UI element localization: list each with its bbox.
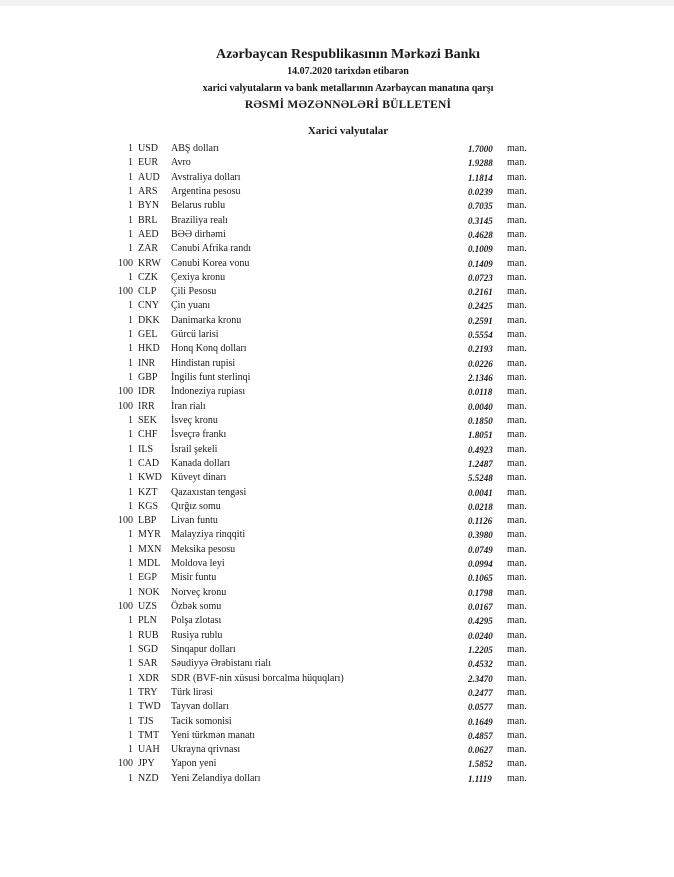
subtitle-line: xarici valyutaların və bank metallarının Azərbaycan manatına qarşı: [202, 83, 494, 94]
exchange-rate: 0.0239: [468, 186, 493, 197]
rate-unit: man.: [507, 615, 527, 627]
exchange-rate: 2.3470: [468, 673, 493, 684]
rate-nominal: 1: [128, 658, 133, 670]
currency-name: Tayvan dolları: [171, 701, 229, 713]
exchange-rate: 0.0749: [468, 544, 493, 555]
currency-code: MYR: [138, 529, 161, 541]
rate-nominal: 1: [128, 414, 133, 426]
currency-code: SGD: [138, 643, 159, 655]
rate-row: [0, 228, 674, 242]
currency-code: IDR: [138, 386, 156, 398]
rate-unit: man.: [507, 157, 527, 169]
exchange-rate: 0.0627: [468, 745, 493, 756]
rate-row: [0, 242, 674, 256]
currency-name: Braziliya realı: [171, 214, 228, 226]
rate-row: [0, 743, 674, 757]
rate-nominal: 100: [118, 400, 133, 412]
rate-row: [0, 271, 674, 285]
rate-nominal: 1: [128, 715, 133, 727]
currency-code: UZS: [138, 601, 157, 612]
rate-nominal: 1: [128, 243, 133, 255]
currency-name: İngilis funt sterlinqi: [171, 372, 251, 383]
rate-row: [0, 657, 674, 671]
rate-row: [0, 471, 674, 485]
rate-unit: man.: [507, 429, 527, 441]
rate-unit: man.: [507, 343, 527, 355]
rate-nominal: 100: [118, 758, 133, 770]
rate-unit: man.: [507, 386, 527, 398]
exchange-rate: 0.0723: [468, 272, 493, 283]
rate-nominal: 100: [118, 286, 133, 298]
currency-code: HKD: [138, 343, 160, 355]
currency-code: DKK: [138, 314, 160, 326]
rate-row: [0, 314, 674, 328]
rate-nominal: 1: [128, 729, 133, 741]
exchange-rate: 1.8051: [468, 430, 493, 441]
exchange-rate: 0.0118: [468, 387, 493, 398]
rate-row: [0, 757, 674, 771]
rate-unit: man.: [507, 286, 527, 298]
rate-row: [0, 486, 674, 500]
exchange-rate: 0.2477: [468, 687, 493, 698]
exchange-rate: 0.1065: [468, 573, 493, 584]
rate-nominal: 1: [128, 228, 133, 240]
rates-table: [0, 142, 674, 786]
currency-name: Yeni türkmən manatı: [171, 729, 255, 741]
exchange-rate: 0.1649: [468, 716, 493, 727]
currency-code: IRR: [138, 400, 155, 412]
rate-row: [0, 557, 674, 571]
exchange-rate: 0.1409: [468, 258, 493, 269]
rate-nominal: 1: [128, 529, 133, 541]
currency-code: GBP: [138, 372, 158, 383]
rate-unit: man.: [507, 643, 527, 655]
currency-name: Qazaxıstan tengəsi: [171, 486, 247, 498]
currency-name: İsveç kronu: [171, 414, 218, 426]
rate-row: [0, 772, 674, 786]
rate-row: [0, 371, 674, 385]
rate-unit: man.: [507, 357, 527, 369]
rate-unit: man.: [507, 214, 527, 226]
rate-nominal: 1: [128, 329, 133, 341]
exchange-rate: 0.3145: [468, 215, 493, 226]
rate-unit: man.: [507, 171, 527, 183]
rate-row: [0, 586, 674, 600]
currency-name: ABŞ dolları: [171, 143, 220, 154]
currency-name: Hindistan rupisi: [171, 357, 236, 369]
rate-unit: man.: [507, 658, 527, 670]
rate-unit: man.: [507, 400, 527, 412]
section-title-text: Xarici valyutalar: [307, 125, 389, 137]
rate-unit: man.: [507, 543, 527, 555]
currency-code: PLN: [138, 615, 157, 627]
exchange-rate: 0.0577: [468, 702, 493, 713]
rate-unit: man.: [507, 558, 527, 570]
rate-row: [0, 528, 674, 542]
rate-nominal: 1: [128, 772, 133, 784]
exchange-rate: 1.2487: [468, 458, 493, 469]
currency-name: BƏƏ dirhəmi: [171, 228, 226, 240]
currency-code: ARS: [138, 185, 158, 197]
rate-row: [0, 285, 674, 299]
exchange-rate: 0.5554: [468, 330, 493, 341]
rate-nominal: 1: [128, 443, 133, 455]
exchange-rate: 1.9288: [468, 158, 493, 169]
currency-name: Türk lirəsi: [171, 686, 213, 698]
document-header: [0, 46, 674, 112]
currency-name: Qırğız somu: [171, 500, 221, 512]
exchange-rate: 0.4532: [468, 659, 493, 670]
exchange-rate: 0.2161: [468, 287, 493, 298]
rate-nominal: 1: [128, 314, 133, 326]
rate-nominal: 1: [128, 701, 133, 713]
exchange-rate: 0.2425: [468, 301, 493, 312]
currency-code: CNY: [138, 300, 160, 312]
exchange-rate: 0.7035: [468, 201, 493, 212]
exchange-rate: 0.4857: [468, 730, 493, 741]
rate-nominal: 1: [128, 214, 133, 226]
currency-code: ZAR: [138, 243, 158, 255]
currency-code: TRY: [138, 686, 158, 698]
currency-name: İndoneziya rupiası: [171, 386, 246, 398]
currency-name: Yeni Zelandiya dolları: [171, 772, 261, 784]
currency-name: Sinqapur dolları: [171, 643, 236, 655]
currency-name: İsrail şekeli: [171, 443, 218, 455]
rate-row: [0, 171, 674, 185]
exchange-rate: 0.4923: [468, 444, 493, 455]
bank-title: Azərbaycan Respublikasının Mərkəzi Bankı: [215, 47, 481, 62]
rate-unit: man.: [507, 257, 527, 269]
currency-name: Argentina pesosu: [171, 185, 241, 197]
exchange-rate: 0.0167: [468, 602, 493, 612]
rate-row: [0, 686, 674, 700]
rate-nominal: 1: [128, 629, 133, 641]
currency-name: Rusiya rublu: [171, 629, 223, 641]
rate-unit: man.: [507, 243, 527, 255]
rate-row: [0, 643, 674, 657]
rate-row: [0, 672, 674, 686]
rate-row: [0, 199, 674, 213]
rate-unit: man.: [507, 228, 527, 240]
rate-nominal: 1: [128, 157, 133, 169]
currency-name: Tacik somonisi: [171, 715, 232, 727]
currency-code: SEK: [138, 414, 157, 426]
exchange-rate: 0.0226: [468, 358, 493, 369]
exchange-rate: 0.1798: [468, 587, 493, 598]
currency-name: Ukrayna qrivnası: [171, 744, 241, 756]
rate-nominal: 1: [128, 271, 133, 283]
exchange-rate: 0.0041: [468, 487, 493, 498]
rate-row: [0, 600, 674, 614]
rate-row: [0, 214, 674, 228]
currency-name: SDR (BVF-nin xüsusi borcalma hüquqları): [171, 672, 344, 684]
rate-unit: man.: [507, 758, 527, 770]
rate-row: [0, 500, 674, 514]
rate-row: [0, 729, 674, 743]
rate-row: [0, 299, 674, 313]
rate-nominal: 1: [128, 500, 133, 512]
rate-nominal: 1: [128, 457, 133, 469]
currency-code: BYN: [138, 200, 160, 212]
rate-nominal: 100: [118, 386, 133, 398]
rate-row: [0, 257, 674, 271]
rate-row: [0, 700, 674, 714]
rate-unit: man.: [507, 701, 527, 713]
currency-name: Yapon yeni: [171, 758, 217, 770]
rate-row: [0, 614, 674, 628]
currency-name: Səudiyyə Ərəbistanı rialı: [171, 658, 271, 670]
currency-code: KGS: [138, 500, 159, 512]
currency-code: CAD: [138, 457, 160, 469]
rate-unit: man.: [507, 515, 527, 527]
rate-nominal: 1: [128, 200, 133, 212]
currency-name: Çin yuanı: [171, 300, 211, 312]
exchange-rate: 1.7000: [468, 144, 493, 154]
currency-code: KRW: [138, 257, 161, 269]
currency-code: RUB: [138, 629, 159, 641]
rate-nominal: 1: [128, 615, 133, 627]
currency-code: TWD: [138, 701, 161, 713]
currency-code: USD: [138, 143, 159, 154]
currency-name: Avstraliya dolları: [171, 171, 241, 183]
rate-unit: man.: [507, 271, 527, 283]
exchange-rate: 0.4295: [468, 616, 493, 627]
rate-nominal: 1: [128, 558, 133, 570]
rate-row: [0, 385, 674, 399]
rate-row: [0, 400, 674, 414]
exchange-rate: 0.0240: [468, 630, 493, 641]
currency-name: Cənubi Korea vonu: [171, 257, 250, 269]
currency-name: Meksika pesosu: [171, 543, 236, 555]
rate-nominal: 1: [128, 171, 133, 183]
currency-code: XDR: [138, 672, 160, 684]
currency-code: MXN: [138, 543, 162, 555]
rate-unit: man.: [507, 185, 527, 197]
currency-code: LBP: [138, 515, 157, 527]
currency-name: Polşa zlotası: [171, 615, 222, 627]
exchange-rate: 2.1346: [468, 373, 493, 383]
rate-row: [0, 185, 674, 199]
currency-code: BRL: [138, 214, 158, 226]
rate-nominal: 1: [128, 429, 133, 441]
exchange-rate: 0.0040: [468, 401, 493, 412]
rate-unit: man.: [507, 529, 527, 541]
rate-nominal: 1: [128, 486, 133, 498]
currency-code: KZT: [138, 486, 158, 498]
rate-row: [0, 156, 674, 170]
rate-unit: man.: [507, 729, 527, 741]
rate-unit: man.: [507, 200, 527, 212]
currency-code: CHF: [138, 429, 158, 441]
rate-unit: man.: [507, 686, 527, 698]
rate-nominal: 1: [128, 372, 133, 383]
currency-code: JPY: [138, 758, 155, 770]
currency-name: İsveçrə frankı: [171, 429, 227, 441]
rate-unit: man.: [507, 572, 527, 584]
currency-code: KWD: [138, 472, 162, 484]
currency-name: Misir funtu: [171, 572, 217, 584]
rate-row: [0, 414, 674, 428]
currency-code: UAH: [138, 744, 160, 756]
currency-code: SAR: [138, 658, 158, 670]
exchange-rate: 0.0218: [468, 501, 493, 512]
currency-name: Moldova leyi: [171, 558, 225, 570]
exchange-rate: 0.2193: [468, 344, 493, 355]
exchange-rate: 0.1126: [468, 516, 493, 527]
currency-name: İran rialı: [171, 400, 206, 412]
currency-code: TMT: [138, 729, 160, 741]
exchange-rate: 1.1814: [468, 172, 493, 183]
currency-code: CZK: [138, 271, 158, 283]
rate-nominal: 1: [128, 185, 133, 197]
rate-nominal: 1: [128, 572, 133, 584]
rate-unit: man.: [507, 443, 527, 455]
currency-name: Küveyt dinarı: [171, 472, 227, 484]
rate-unit: man.: [507, 372, 527, 383]
rate-unit: man.: [507, 300, 527, 312]
rate-row: [0, 571, 674, 585]
currency-name: Danimarka kronu: [171, 314, 242, 326]
exchange-rate: 1.1119: [468, 773, 492, 784]
currency-name: Gürcü larisi: [171, 329, 219, 341]
rate-row: [0, 543, 674, 557]
currency-code: NOK: [138, 586, 160, 598]
exchange-rate: 0.0994: [468, 559, 493, 570]
rate-unit: man.: [507, 629, 527, 641]
rate-unit: man.: [507, 601, 527, 612]
rate-nominal: 1: [128, 586, 133, 598]
exchange-rate: 1.5852: [468, 759, 493, 770]
currency-name: Belarus rublu: [171, 200, 226, 212]
currency-code: INR: [138, 357, 156, 369]
currency-name: Avro: [171, 157, 191, 169]
rate-row: [0, 514, 674, 528]
currency-code: MDL: [138, 558, 161, 570]
exchange-rate: 0.4628: [468, 229, 493, 240]
currency-name: Çexiya kronu: [171, 271, 226, 283]
exchange-rate: 1.2205: [468, 644, 493, 655]
rate-row: [0, 342, 674, 356]
rate-unit: man.: [507, 486, 527, 498]
rate-unit: man.: [507, 457, 527, 469]
rate-nominal: 1: [128, 472, 133, 484]
rate-row: [0, 357, 674, 371]
rate-unit: man.: [507, 672, 527, 684]
rate-row: [0, 443, 674, 457]
rate-unit: man.: [507, 329, 527, 341]
rate-nominal: 100: [118, 257, 133, 269]
rate-unit: man.: [507, 772, 527, 784]
rate-row: [0, 328, 674, 342]
exchange-rate: 0.2591: [468, 315, 493, 326]
rate-row: [0, 142, 674, 156]
exchange-rate: 5.5248: [468, 473, 493, 484]
currency-code: CLP: [138, 286, 157, 298]
currency-name: Çili Pesosu: [171, 286, 217, 298]
exchange-rate: 0.1009: [468, 244, 493, 255]
currency-code: EUR: [138, 157, 158, 169]
rate-nominal: 100: [118, 515, 133, 527]
top-shade: [0, 0, 674, 6]
rate-row: [0, 457, 674, 471]
currency-code: EGP: [138, 572, 157, 584]
rate-nominal: 1: [128, 672, 133, 684]
rate-nominal: 1: [128, 744, 133, 756]
rate-row: [0, 715, 674, 729]
rate-nominal: 1: [128, 686, 133, 698]
currency-name: Norveç kronu: [171, 586, 227, 598]
currency-code: AUD: [138, 171, 160, 183]
bulletin-title: RƏSMİ MƏZƏNNƏLƏRİ BÜLLETENİ: [244, 99, 452, 111]
section-title: [0, 125, 674, 137]
rate-unit: man.: [507, 314, 527, 326]
currency-name: Honq Konq dolları: [171, 343, 247, 355]
currency-name: Livan funtu: [171, 515, 218, 527]
currency-name: Malayziya rinqqiti: [171, 529, 246, 541]
rate-nominal: 1: [128, 300, 133, 312]
currency-code: ILS: [138, 443, 153, 455]
rate-unit: man.: [507, 472, 527, 484]
rate-nominal: 1: [128, 357, 133, 369]
currency-name: Özbək somu: [171, 601, 222, 612]
currency-code: AED: [138, 228, 159, 240]
rate-nominal: 1: [128, 143, 133, 154]
rate-row: [0, 428, 674, 442]
exchange-rate: 0.1850: [468, 415, 493, 426]
rate-unit: man.: [507, 744, 527, 756]
rate-unit: man.: [507, 143, 527, 154]
rate-row: [0, 629, 674, 643]
exchange-rate: 0.3980: [468, 530, 493, 541]
rate-nominal: 100: [118, 601, 133, 612]
effective-date: 14.07.2020 tarixdən etibarən: [287, 66, 409, 77]
rate-nominal: 1: [128, 643, 133, 655]
currency-code: TJS: [138, 715, 154, 727]
currency-code: GEL: [138, 329, 158, 341]
rate-unit: man.: [507, 586, 527, 598]
currency-code: NZD: [138, 772, 159, 784]
rate-nominal: 1: [128, 343, 133, 355]
rate-nominal: 1: [128, 543, 133, 555]
rate-unit: man.: [507, 715, 527, 727]
rate-unit: man.: [507, 500, 527, 512]
currency-name: Cənubi Afrika randı: [171, 243, 251, 255]
rate-unit: man.: [507, 414, 527, 426]
currency-name: Kanada dolları: [171, 457, 231, 469]
